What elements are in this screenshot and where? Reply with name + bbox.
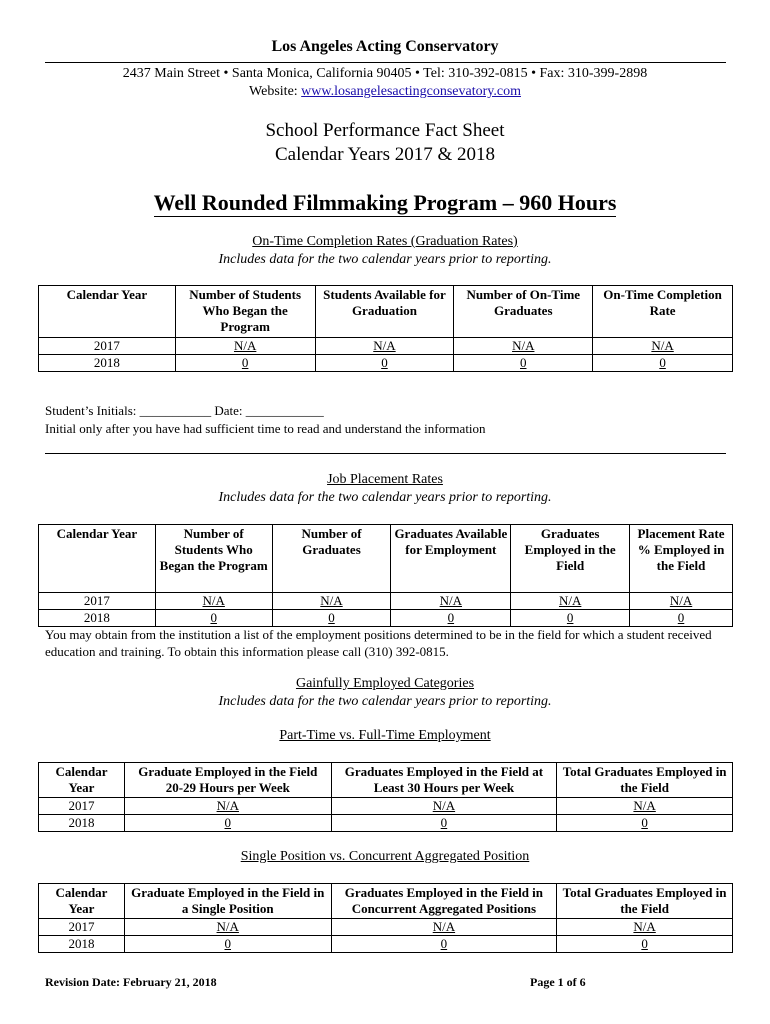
value-cell: 0 <box>557 936 733 953</box>
value-cell: N/A <box>331 798 557 815</box>
table-header-cell: Number of Students Who Began the Program <box>155 525 272 593</box>
placement-table <box>38 524 733 627</box>
value-cell: N/A <box>175 338 315 355</box>
completion-section-note: Includes data for the two calendar years prior to reporting. <box>218 252 552 267</box>
value-cell: 0 <box>272 610 391 627</box>
parttime-section-title: Part-Time vs. Full-Time Employment <box>279 728 491 743</box>
program-title-text: Well Rounded Filmmaking Program – 960 Hours <box>153 190 617 215</box>
employment-list-note: You may obtain from the institution a list of the employment positions determined to be in the field for which a student received education and training. To obtain this information please call (310) 392-0815. <box>45 627 712 659</box>
table-header-cell: Graduate Employed in the Field 20-29 Hours per Week <box>124 763 331 798</box>
year-cell: 2018 <box>39 936 125 953</box>
year-cell: 2017 <box>39 919 125 936</box>
value-cell: N/A <box>511 593 630 610</box>
value-cell: 0 <box>124 815 331 832</box>
table-header-cell: Placement Rate % Employed in the Field <box>630 525 733 593</box>
value-cell: 0 <box>593 355 733 372</box>
table-header-cell: Number of Students Who Began the Program <box>175 286 315 338</box>
value-cell: 0 <box>454 355 593 372</box>
table-header-cell: Calendar Year <box>39 286 176 338</box>
gainful-section-note: Includes data for the two calendar years prior to reporting. <box>218 694 552 709</box>
table-row <box>39 593 733 610</box>
table-row <box>39 355 733 372</box>
table-header-row <box>39 884 733 919</box>
value-cell: 0 <box>155 610 272 627</box>
year-cell: 2018 <box>39 815 125 832</box>
year-cell: 2017 <box>39 338 176 355</box>
table-row <box>39 815 733 832</box>
table-header-row <box>39 286 733 338</box>
header-rule <box>45 62 726 63</box>
year-cell: 2018 <box>39 355 176 372</box>
table-header-cell: Graduate Employed in the Field in a Single Position <box>124 884 331 919</box>
page-number: Page 1 of 6 <box>530 975 586 989</box>
fact-sheet-title: School Performance Fact Sheet <box>265 120 505 141</box>
table-header-cell: Calendar Year <box>39 884 125 919</box>
student-initials-line: Student’s Initials: ___________ Date: ____________ <box>45 403 324 418</box>
completion-table <box>38 285 733 372</box>
value-cell: N/A <box>124 919 331 936</box>
value-cell: 0 <box>124 936 331 953</box>
table-header-cell: Students Available for Graduation <box>315 286 454 338</box>
table-header-cell: Number of Graduates <box>272 525 391 593</box>
gainful-section-title: Gainfully Employed Categories <box>295 676 475 691</box>
year-cell: 2017 <box>39 798 125 815</box>
value-cell: N/A <box>391 593 511 610</box>
value-cell: N/A <box>557 798 733 815</box>
value-cell: 0 <box>630 610 733 627</box>
year-cell: 2018 <box>39 610 156 627</box>
table-header-cell: Total Graduates Employed in the Field <box>557 763 733 798</box>
single-position-table <box>38 883 733 953</box>
value-cell: N/A <box>630 593 733 610</box>
org-address: 2437 Main Street • Santa Monica, California 90405 • Tel: 310-392-0815 • Fax: 310-399-2898 <box>122 66 648 81</box>
value-cell: 0 <box>331 815 557 832</box>
table-row <box>39 919 733 936</box>
initials-instruction: Initial only after you have had sufficient time to read and understand the information <box>45 421 486 436</box>
value-cell: N/A <box>557 919 733 936</box>
section-divider <box>45 453 726 454</box>
table-header-cell: Graduates Employed in the Field at Least 30 Hours per Week <box>331 763 557 798</box>
website-line <box>0 84 770 100</box>
value-cell: 0 <box>391 610 511 627</box>
table-header-cell: Number of On-Time Graduates <box>454 286 593 338</box>
table-row <box>39 338 733 355</box>
value-cell: N/A <box>315 338 454 355</box>
table-header-cell: Total Graduates Employed in the Field <box>557 884 733 919</box>
completion-section-title: On-Time Completion Rates (Graduation Rates) <box>252 234 518 249</box>
value-cell: N/A <box>155 593 272 610</box>
value-cell: N/A <box>331 919 557 936</box>
value-cell: N/A <box>454 338 593 355</box>
placement-section-title: Job Placement Rates <box>327 472 443 487</box>
value-cell: 0 <box>331 936 557 953</box>
value-cell: 0 <box>175 355 315 372</box>
year-cell: 2017 <box>39 593 156 610</box>
org-name: Los Angeles Acting Conservatory <box>271 38 499 55</box>
value-cell: 0 <box>315 355 454 372</box>
table-row <box>39 936 733 953</box>
parttime-table <box>38 762 733 832</box>
calendar-years-title: Calendar Years 2017 & 2018 <box>274 144 496 165</box>
table-header-cell: Graduates Available for Employment <box>391 525 511 593</box>
table-row <box>39 798 733 815</box>
value-cell: N/A <box>272 593 391 610</box>
table-row <box>39 610 733 627</box>
website-label: Website: <box>249 84 302 99</box>
placement-section-note: Includes data for the two calendar years prior to reporting. <box>218 490 552 505</box>
revision-date: Revision Date: February 21, 2018 <box>45 975 217 989</box>
single-position-section-title: Single Position vs. Concurrent Aggregated Position <box>240 849 530 864</box>
table-header-cell: Calendar Year <box>39 525 156 593</box>
value-cell: N/A <box>124 798 331 815</box>
website-link[interactable]: www.losangelesactingconsevatory.com <box>301 84 521 99</box>
value-cell: N/A <box>593 338 733 355</box>
table-header-cell: Graduates Employed in the Field in Concurrent Aggregated Positions <box>331 884 557 919</box>
value-cell: 0 <box>511 610 630 627</box>
value-cell: 0 <box>557 815 733 832</box>
program-title <box>0 190 770 216</box>
table-header-row <box>39 763 733 798</box>
table-header-row <box>39 525 733 593</box>
table-header-cell: Calendar Year <box>39 763 125 798</box>
table-header-cell: Graduates Employed in the Field <box>511 525 630 593</box>
table-header-cell: On-Time Completion Rate <box>593 286 733 338</box>
